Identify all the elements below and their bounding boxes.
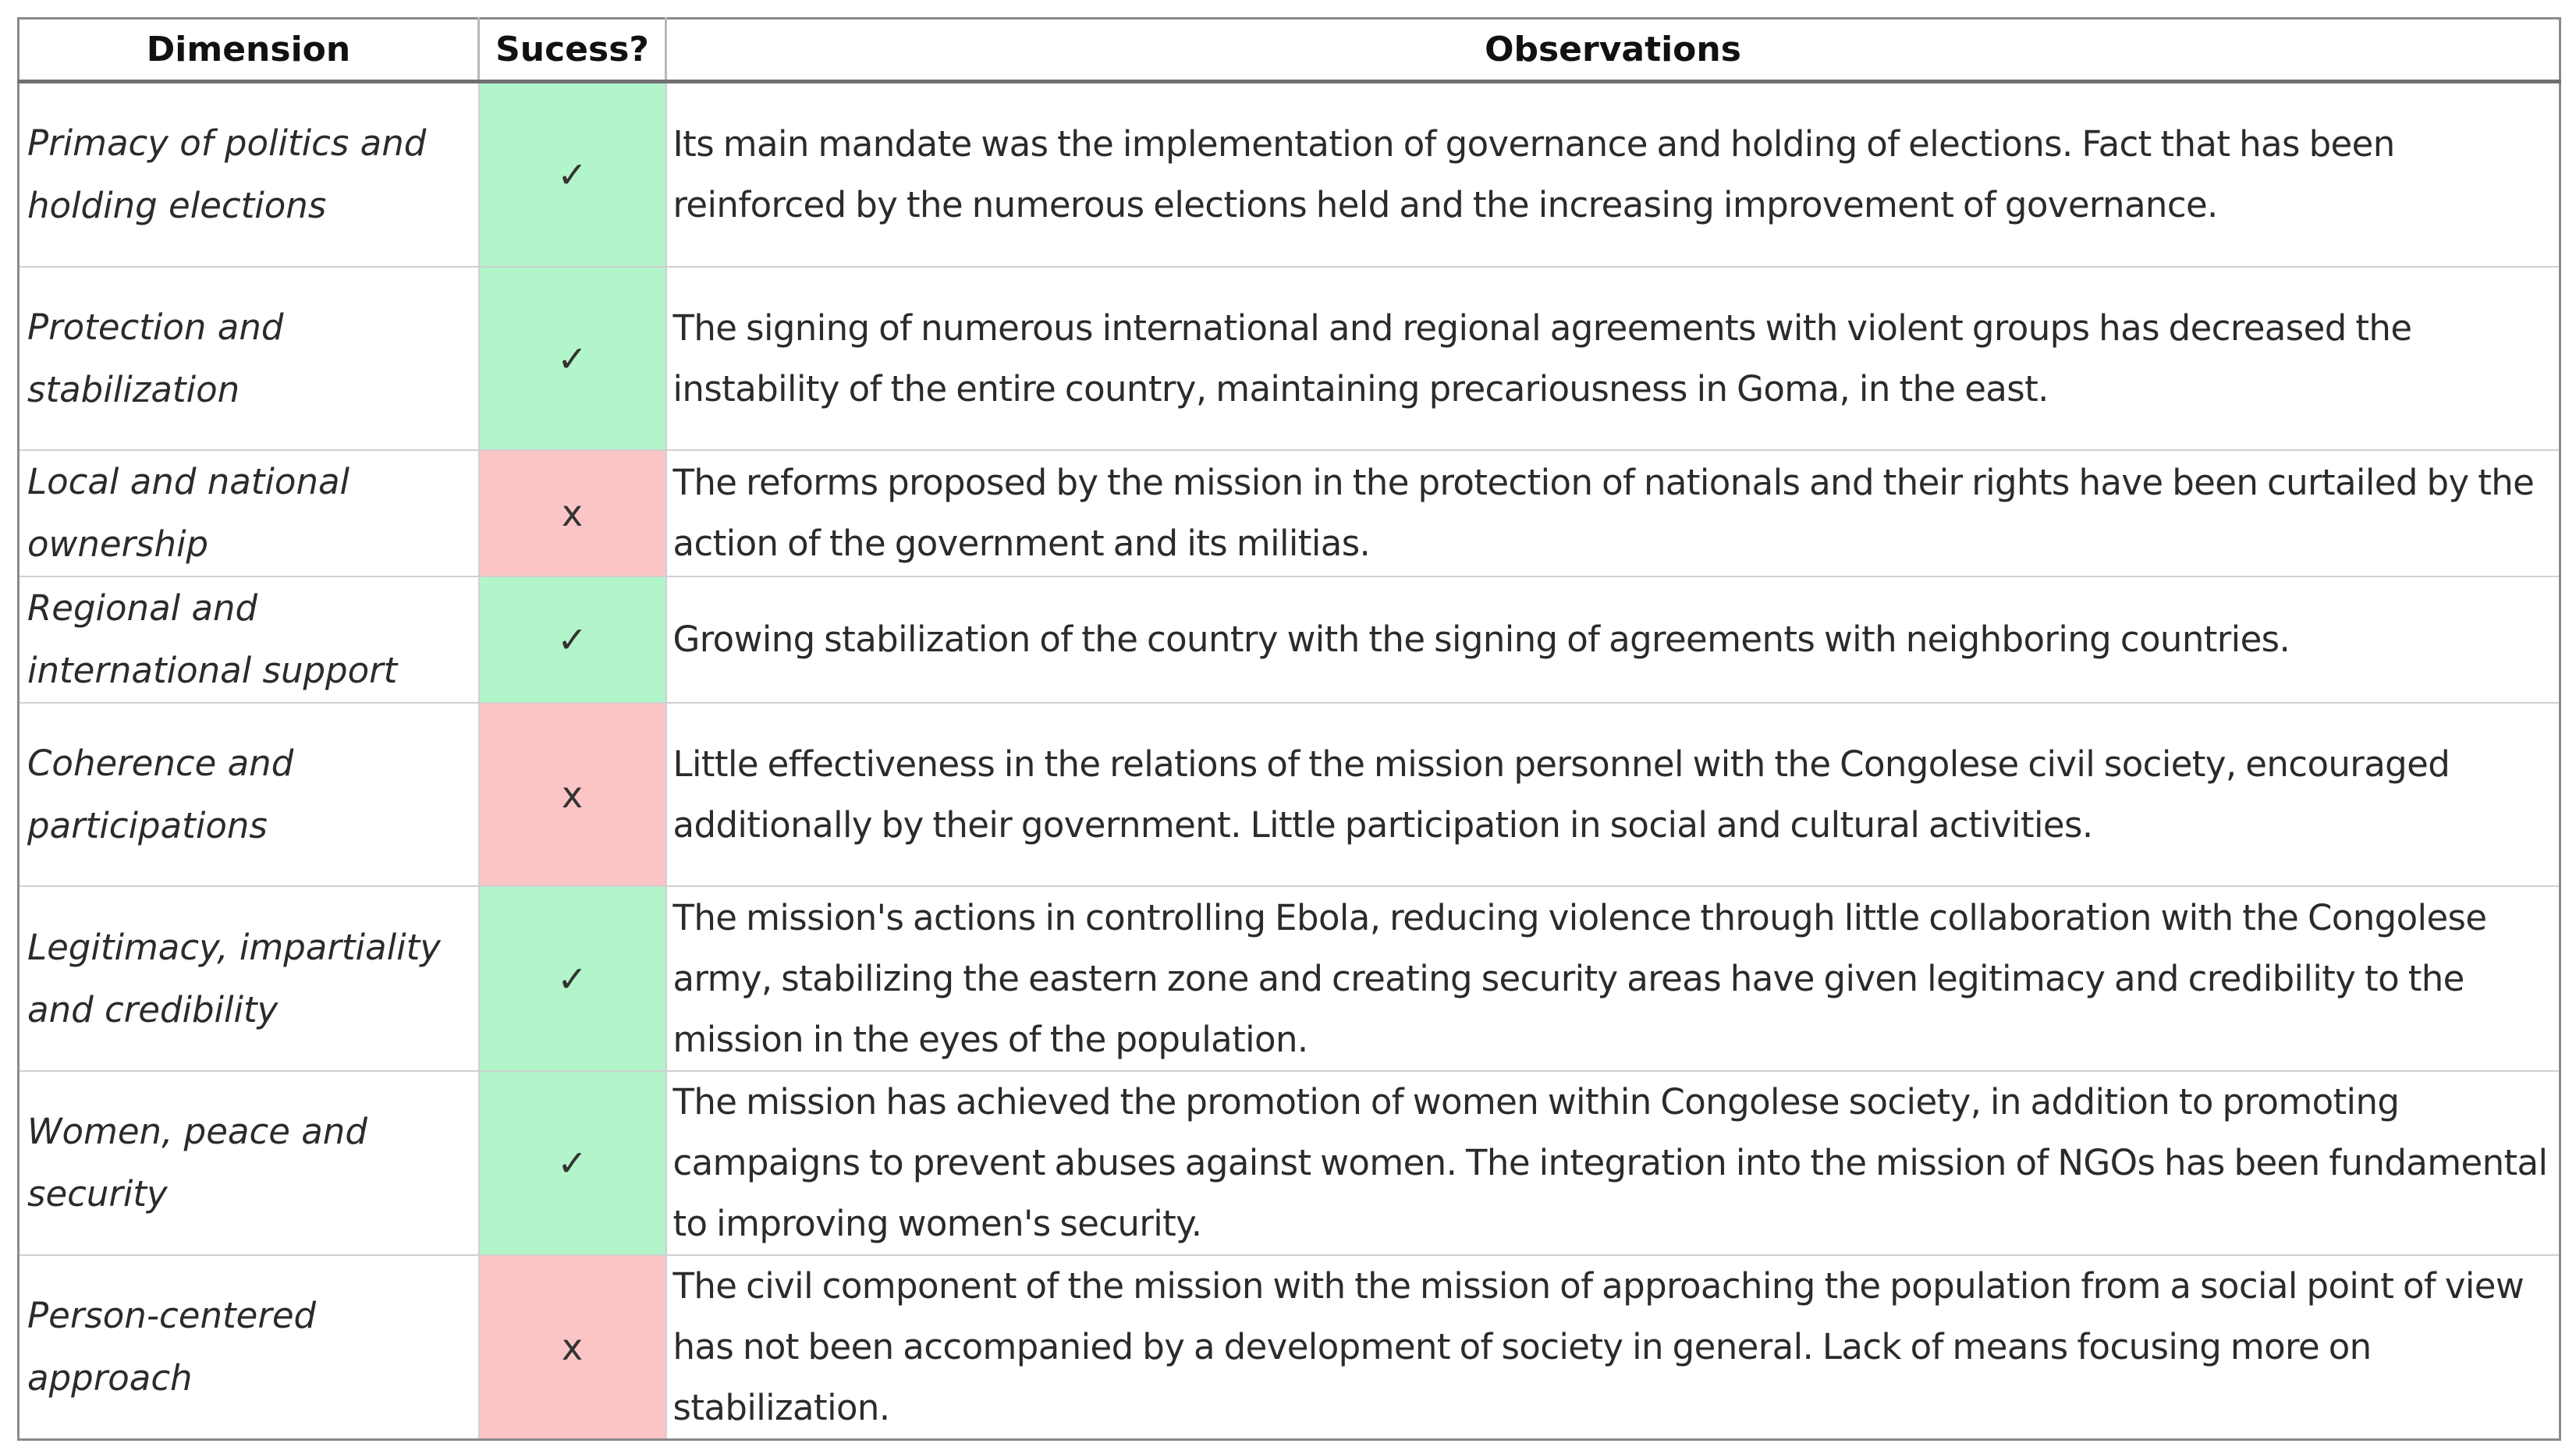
dimension-cell: Coherence and participations [19, 703, 479, 886]
dimension-cell: Person-centered approach [19, 1255, 479, 1440]
success-check-icon: ✓ [479, 576, 666, 703]
observation-cell: Growing stabilization of the country with the signing of agreements with neighboring countries. [666, 576, 2560, 703]
table-row [19, 576, 2560, 703]
dimension-cell: Protection and stabilization [19, 267, 479, 450]
header-row [19, 19, 2560, 82]
success-check-icon: ✓ [479, 886, 666, 1071]
table-row [19, 450, 2560, 576]
evaluation-table [17, 17, 2561, 1441]
observation-cell: The signing of numerous international and regional agreements with violent groups has decreased the instability of the entire country, maintaining precariousness in Goma, in the east. [666, 267, 2560, 450]
failure-x-icon: x [479, 450, 666, 576]
failure-x-icon: x [479, 703, 666, 886]
table-row [19, 886, 2560, 1071]
table-row [19, 267, 2560, 450]
dimension-cell: Primacy of politics and holding elections [27, 122, 427, 226]
header-dimension: Dimension [19, 19, 479, 82]
success-check-icon: ✓ [479, 267, 666, 450]
observation-cell: Its main mandate was the implementation of governance and holding of elections. Fact that has been reinforced by the numerous elections held and the increasing improvement of governance. [666, 82, 2560, 268]
observation-cell: The reforms proposed by the mission in the protection of nationals and their rights have been curtailed by the action of the government and its militias. [666, 450, 2560, 576]
dimension-cell: Regional and international support [19, 576, 479, 703]
observation-cell: The civil component of the mission with the mission of approaching the population from a social point of view has not been accompanied by a development of society in general. Lack of means focusing more on stabilization. [666, 1255, 2560, 1440]
dimension-cell: Local and national ownership [19, 450, 479, 576]
table-row [19, 82, 2560, 268]
success-check-icon: ✓ [479, 1071, 666, 1255]
header-success: Sucess? [479, 19, 666, 82]
observation-cell: The mission's actions in controlling Ebola, reducing violence through little collaboration with the Congolese army, stabilizing the eastern zone and creating security areas have given legitimacy and credibility to the mission in the eyes of the population. [666, 886, 2560, 1071]
dimension-cell: Women, peace and security [19, 1071, 479, 1255]
observation-cell: Little effectiveness in the relations of the mission personnel with the Congolese civil society, encouraged additionally by their government. Little participation in social and cultural activities. [666, 703, 2560, 886]
success-check-icon: ✓ [479, 82, 666, 268]
failure-x-icon: x [479, 1255, 666, 1440]
table-row [19, 703, 2560, 886]
observation-cell: The mission has achieved the promotion of women within Congolese society, in addition to promoting campaigns to prevent abuses against women. The integration into the mission of NGOs has been fundamental to improving women's security. [666, 1071, 2560, 1255]
table-row [19, 1071, 2560, 1255]
dimension-cell: Legitimacy, impartiality and credibility [19, 886, 479, 1071]
table-row [19, 1255, 2560, 1440]
header-observations: Observations [666, 19, 2560, 82]
